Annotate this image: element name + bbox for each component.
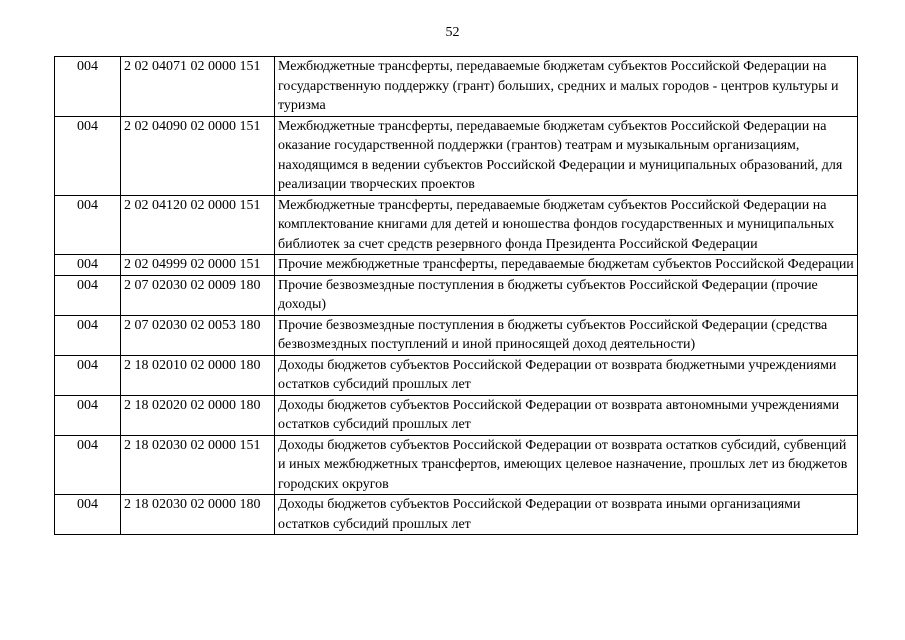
description-cell: Прочие межбюджетные трансферты, передаваемые бюджетам субъектов Российской Федерации [275,255,858,276]
budget-code-cell: 2 02 04071 02 0000 151 [121,57,275,117]
budget-code-cell: 2 18 02020 02 0000 180 [121,395,275,435]
description-cell: Межбюджетные трансферты, передаваемые бюджетам субъектов Российской Федерации на государственную поддержку (грант) больших, средних и малых городов - центров культуры и туризма [275,57,858,117]
budget-codes-table [54,56,858,535]
description-cell: Доходы бюджетов субъектов Российской Федерации от возврата остатков субсидий, субвенций и иных межбюджетных трансфертов, имеющих целевое назначение, прошлых лет из бюджетов городских округов [275,435,858,495]
budget-code-cell: 2 07 02030 02 0009 180 [121,275,275,315]
budget-code-cell: 2 02 04090 02 0000 151 [121,116,275,195]
table-row [55,57,858,117]
admin-code-cell: 004 [55,495,121,535]
budget-code-cell: 2 07 02030 02 0053 180 [121,315,275,355]
page-number: 52 [445,25,460,40]
admin-code-cell: 004 [55,435,121,495]
admin-code-cell: 004 [55,275,121,315]
admin-code-cell: 004 [55,195,121,255]
description-cell: Доходы бюджетов субъектов Российской Федерации от возврата иными организациями остатков субсидий прошлых лет [275,495,858,535]
table-row [55,275,858,315]
table-row [55,255,858,276]
description-cell: Межбюджетные трансферты, передаваемые бюджетам субъектов Российской Федерации на комплектование книгами для детей и юношества фондов государственных и муниципальных библиотек за счет средств резервного фонда Президента Российской Федерации [275,195,858,255]
table-row [55,116,858,195]
admin-code-cell: 004 [55,255,121,276]
budget-code-cell: 2 02 04120 02 0000 151 [121,195,275,255]
table-row [55,395,858,435]
admin-code-cell: 004 [55,395,121,435]
admin-code-cell: 004 [55,315,121,355]
table-row [55,315,858,355]
budget-code-cell: 2 18 02010 02 0000 180 [121,355,275,395]
description-cell: Прочие безвозмездные поступления в бюджеты субъектов Российской Федерации (прочие доходы) [275,275,858,315]
description-cell: Доходы бюджетов субъектов Российской Федерации от возврата автономными учреждениями остатков субсидий прошлых лет [275,395,858,435]
table-row [55,495,858,535]
table-row [55,195,858,255]
admin-code-cell: 004 [55,116,121,195]
description-cell: Межбюджетные трансферты, передаваемые бюджетам субъектов Российской Федерации на оказание государственной поддержки (грантов) театрам и музыкальным организациям, находящимся в ведении субъектов Российской Федерации и муниципальных образований, для реализации творческих проектов [275,116,858,195]
admin-code-cell: 004 [55,57,121,117]
table-row [55,355,858,395]
description-cell: Доходы бюджетов субъектов Российской Федерации от возврата бюджетными учреждениями остатков субсидий прошлых лет [275,355,858,395]
budget-code-cell: 2 18 02030 02 0000 180 [121,495,275,535]
table-row [55,435,858,495]
admin-code-cell: 004 [55,355,121,395]
budget-code-cell: 2 02 04999 02 0000 151 [121,255,275,276]
budget-code-cell: 2 18 02030 02 0000 151 [121,435,275,495]
description-cell: Прочие безвозмездные поступления в бюджеты субъектов Российской Федерации (средства безвозмездных поступлений и иной приносящей доход деятельности) [275,315,858,355]
